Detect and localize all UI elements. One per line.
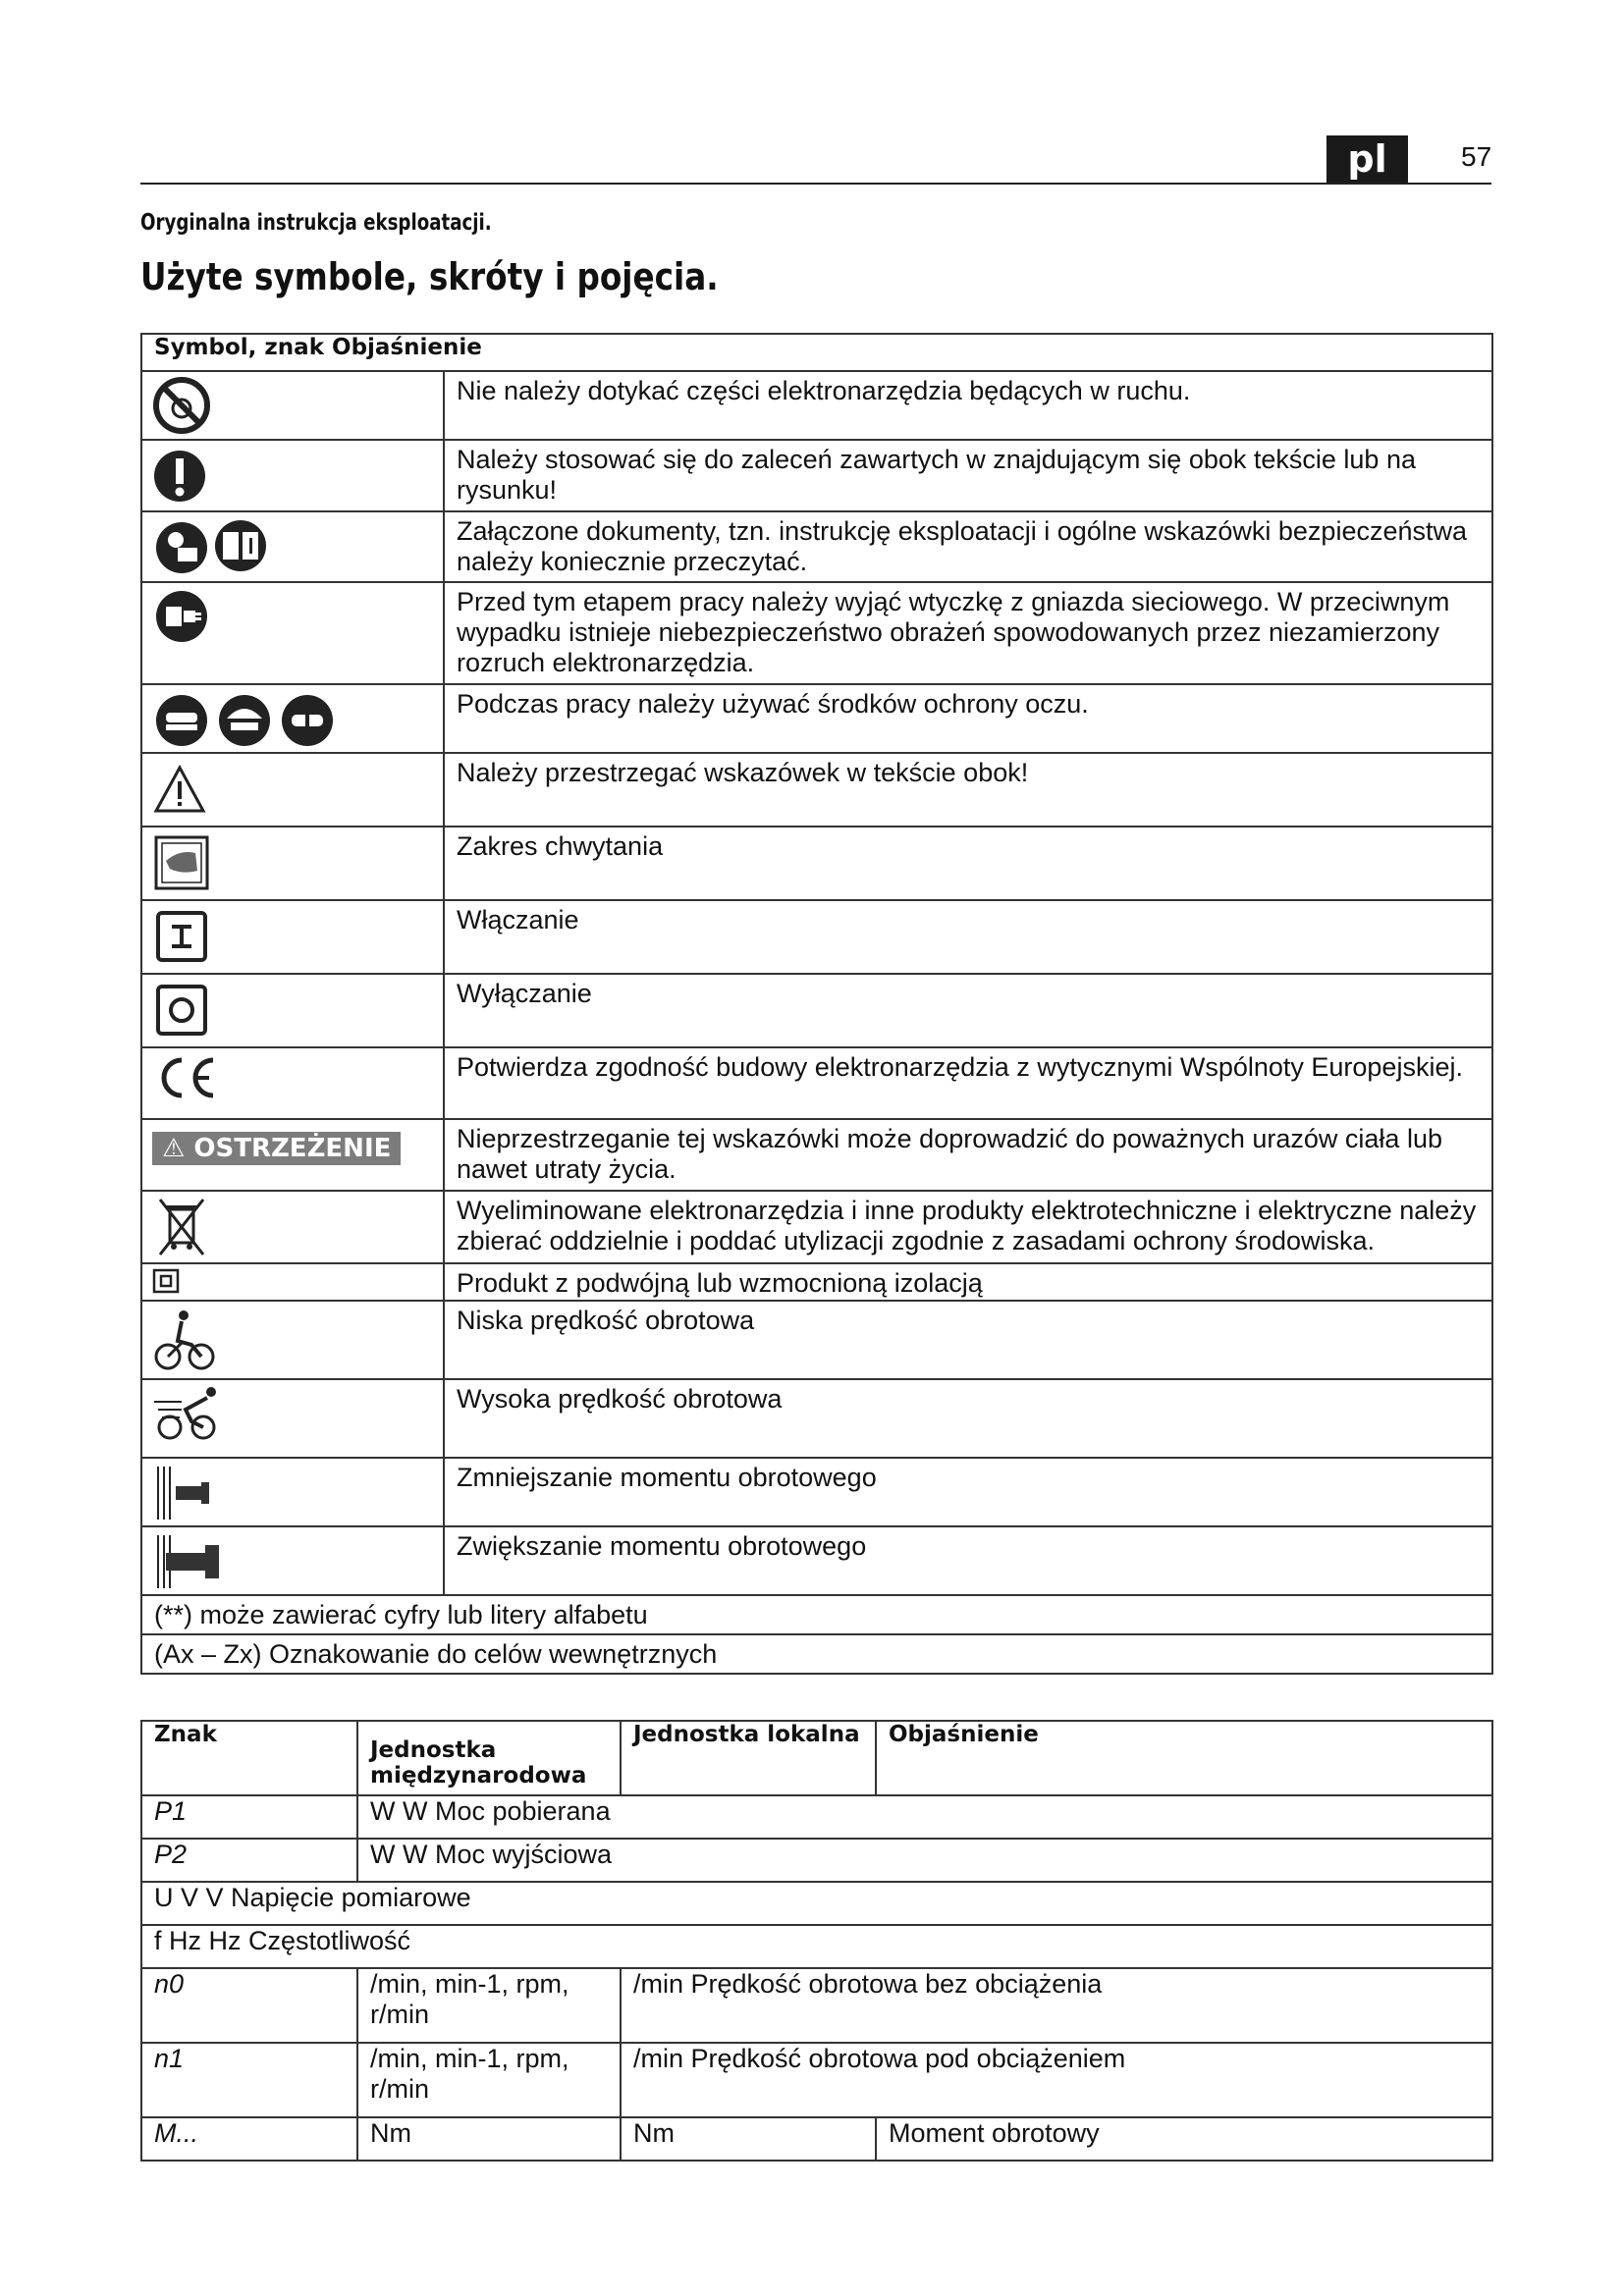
unit-description: W W Moc wyjściowa [357,1839,1492,1882]
header-rule [140,183,1491,185]
symbol-description: Włączanie [444,900,1492,974]
unit-symbol: n0 [141,1968,357,2043]
symbol-description: Wyeliminowane elektronarzędzia i inne produkty elektrotechniczne i elektryczne należy zbierać oddzielnie i poddać utylizacji zgodnie z zasadami ochrony środowiska. [444,1191,1492,1263]
eye-protection-icon [141,684,444,753]
table-row [141,1795,1492,1839]
fast-bike-icon [141,1379,444,1458]
table-row [141,582,1492,684]
page-number: 57 [1461,141,1492,172]
symbol-description: Wyłączanie [444,974,1492,1047]
table-note: (**) może zawierać cyfry lub litery alfabetu [141,1595,1492,1634]
unit-international: /min, min-1, rpm, r/min [357,1968,621,2043]
table-row [141,1119,1492,1191]
unit-international: /min, min-1, rpm, r/min [357,2043,621,2117]
table-row [141,1458,1492,1526]
unit-symbol: P2 [141,1839,357,1882]
table-row [141,1882,1492,1925]
symbol-description: Potwierdza zgodność budowy elektronarzędzia z wytycznymi Wspólnoty Europejskiej. [444,1047,1492,1119]
ce-mark-icon [141,1047,444,1119]
language-badge: pl [1326,135,1408,183]
read-manual-icon [141,511,444,582]
unit-explanation: Moment obrotowy [876,2117,1492,2161]
table-row [141,753,1492,827]
unit-description: /min Prędkość obrotowa bez obciążenia [621,1968,1492,2043]
table-row [141,1191,1492,1263]
warning-triangle-icon: ⚠ [162,1134,186,1163]
double-insulation-icon [141,1263,444,1301]
table-row [141,1379,1492,1458]
switch-off-icon [141,974,444,1047]
unplug-icon [141,582,444,684]
symbol-description: Niska prędkość obrotowa [444,1301,1492,1379]
header-objasnienie: Objaśnienie [876,1721,1492,1795]
symbol-description: Załączone dokumenty, tzn. instrukcję eksploatacji i ogólne wskazówki bezpieczeństwa należy koniecznie przeczytać. [444,511,1492,582]
unit-international: Nm [357,2117,621,2161]
symbol-description: Nieprzestrzeganie tej wskazówki może doprowadzić do poważnych urazów ciała lub nawet utraty życia. [444,1119,1492,1191]
torque-decrease-icon [141,1458,444,1526]
units-table [140,1720,1493,2162]
table-row [141,900,1492,974]
table-row [141,1047,1492,1119]
table-row [141,1839,1492,1882]
header-znak: Znak [141,1721,357,1795]
ostrzezenie-label: ⚠ OSTRZEŻENIE [141,1119,444,1191]
table-row [141,1968,1492,2043]
section-title: Użyte symbole, skróty i pojęcia. [140,255,719,298]
header-jednostka-lokalna: Jednostka lokalna [621,1721,876,1795]
no-touch-icon [141,371,444,440]
table-row [141,1925,1492,1968]
unit-description: f Hz Hz Częstotliwość [141,1925,1492,1968]
table-row [141,1263,1492,1301]
table-row [141,440,1492,511]
unit-description: U V V Napięcie pomiarowe [141,1882,1492,1925]
unit-symbol: M... [141,2117,357,2161]
unit-local: Nm [621,2117,876,2161]
table-row [141,684,1492,753]
unit-description: /min Prędkość obrotowa pod obciążeniem [621,2043,1492,2117]
unit-symbol: P1 [141,1795,357,1839]
symbol-description: Podczas pracy należy używać środków ochrony oczu. [444,684,1492,753]
document-subtitle: Oryginalna instrukcja eksploatacji. [140,210,492,236]
symbol-description: Należy stosować się do zaleceń zawartych w znajdującym się obok tekście lub na rysunku! [444,440,1492,511]
symbol-description: Należy przestrzegać wskazówek w tekście obok! [444,753,1492,827]
switch-on-icon [141,900,444,974]
weee-bin-icon [141,1191,444,1263]
table-row [141,2117,1492,2161]
symbol-description: Produkt z podwójną lub wzmocnioną izolacją [444,1263,1492,1301]
mandatory-icon [141,440,444,511]
symbols-table [140,333,1493,1675]
units-table-header [141,1721,1492,1795]
table-row [141,1526,1492,1595]
torque-increase-icon [141,1526,444,1595]
header-jednostka-miedzynarodowa: Jednostka międzynarodowa [357,1721,621,1795]
grip-area-icon [141,827,444,900]
table-row [141,1301,1492,1379]
symbol-description: Zmniejszanie momentu obrotowego [444,1458,1492,1526]
symbols-table-header: Symbol, znak Objaśnienie [141,334,1492,371]
symbol-description: Zakres chwytania [444,827,1492,900]
table-row [141,827,1492,900]
unit-description: W W Moc pobierana [357,1795,1492,1839]
table-note: (Ax – Zx) Oznakowanie do celów wewnętrznych [141,1634,1492,1674]
symbol-description: Przed tym etapem pracy należy wyjąć wtyczkę z gniazda sieciowego. W przeciwnym wypadku istnieje niebezpieczeństwo obrażeń spowodowanych przez niezamierzony rozruch elektronarzędzia. [444,582,1492,684]
symbol-description: Nie należy dotykać części elektronarzędzia będących w ruchu. [444,371,1492,440]
symbol-description: Wysoka prędkość obrotowa [444,1379,1492,1458]
warning-triangle-icon [141,753,444,827]
table-row [141,371,1492,440]
table-row [141,2043,1492,2117]
table-row [141,974,1492,1047]
unit-symbol: n1 [141,2043,357,2117]
slow-bike-icon [141,1301,444,1379]
table-row [141,511,1492,582]
symbol-description: Zwiększanie momentu obrotowego [444,1526,1492,1595]
